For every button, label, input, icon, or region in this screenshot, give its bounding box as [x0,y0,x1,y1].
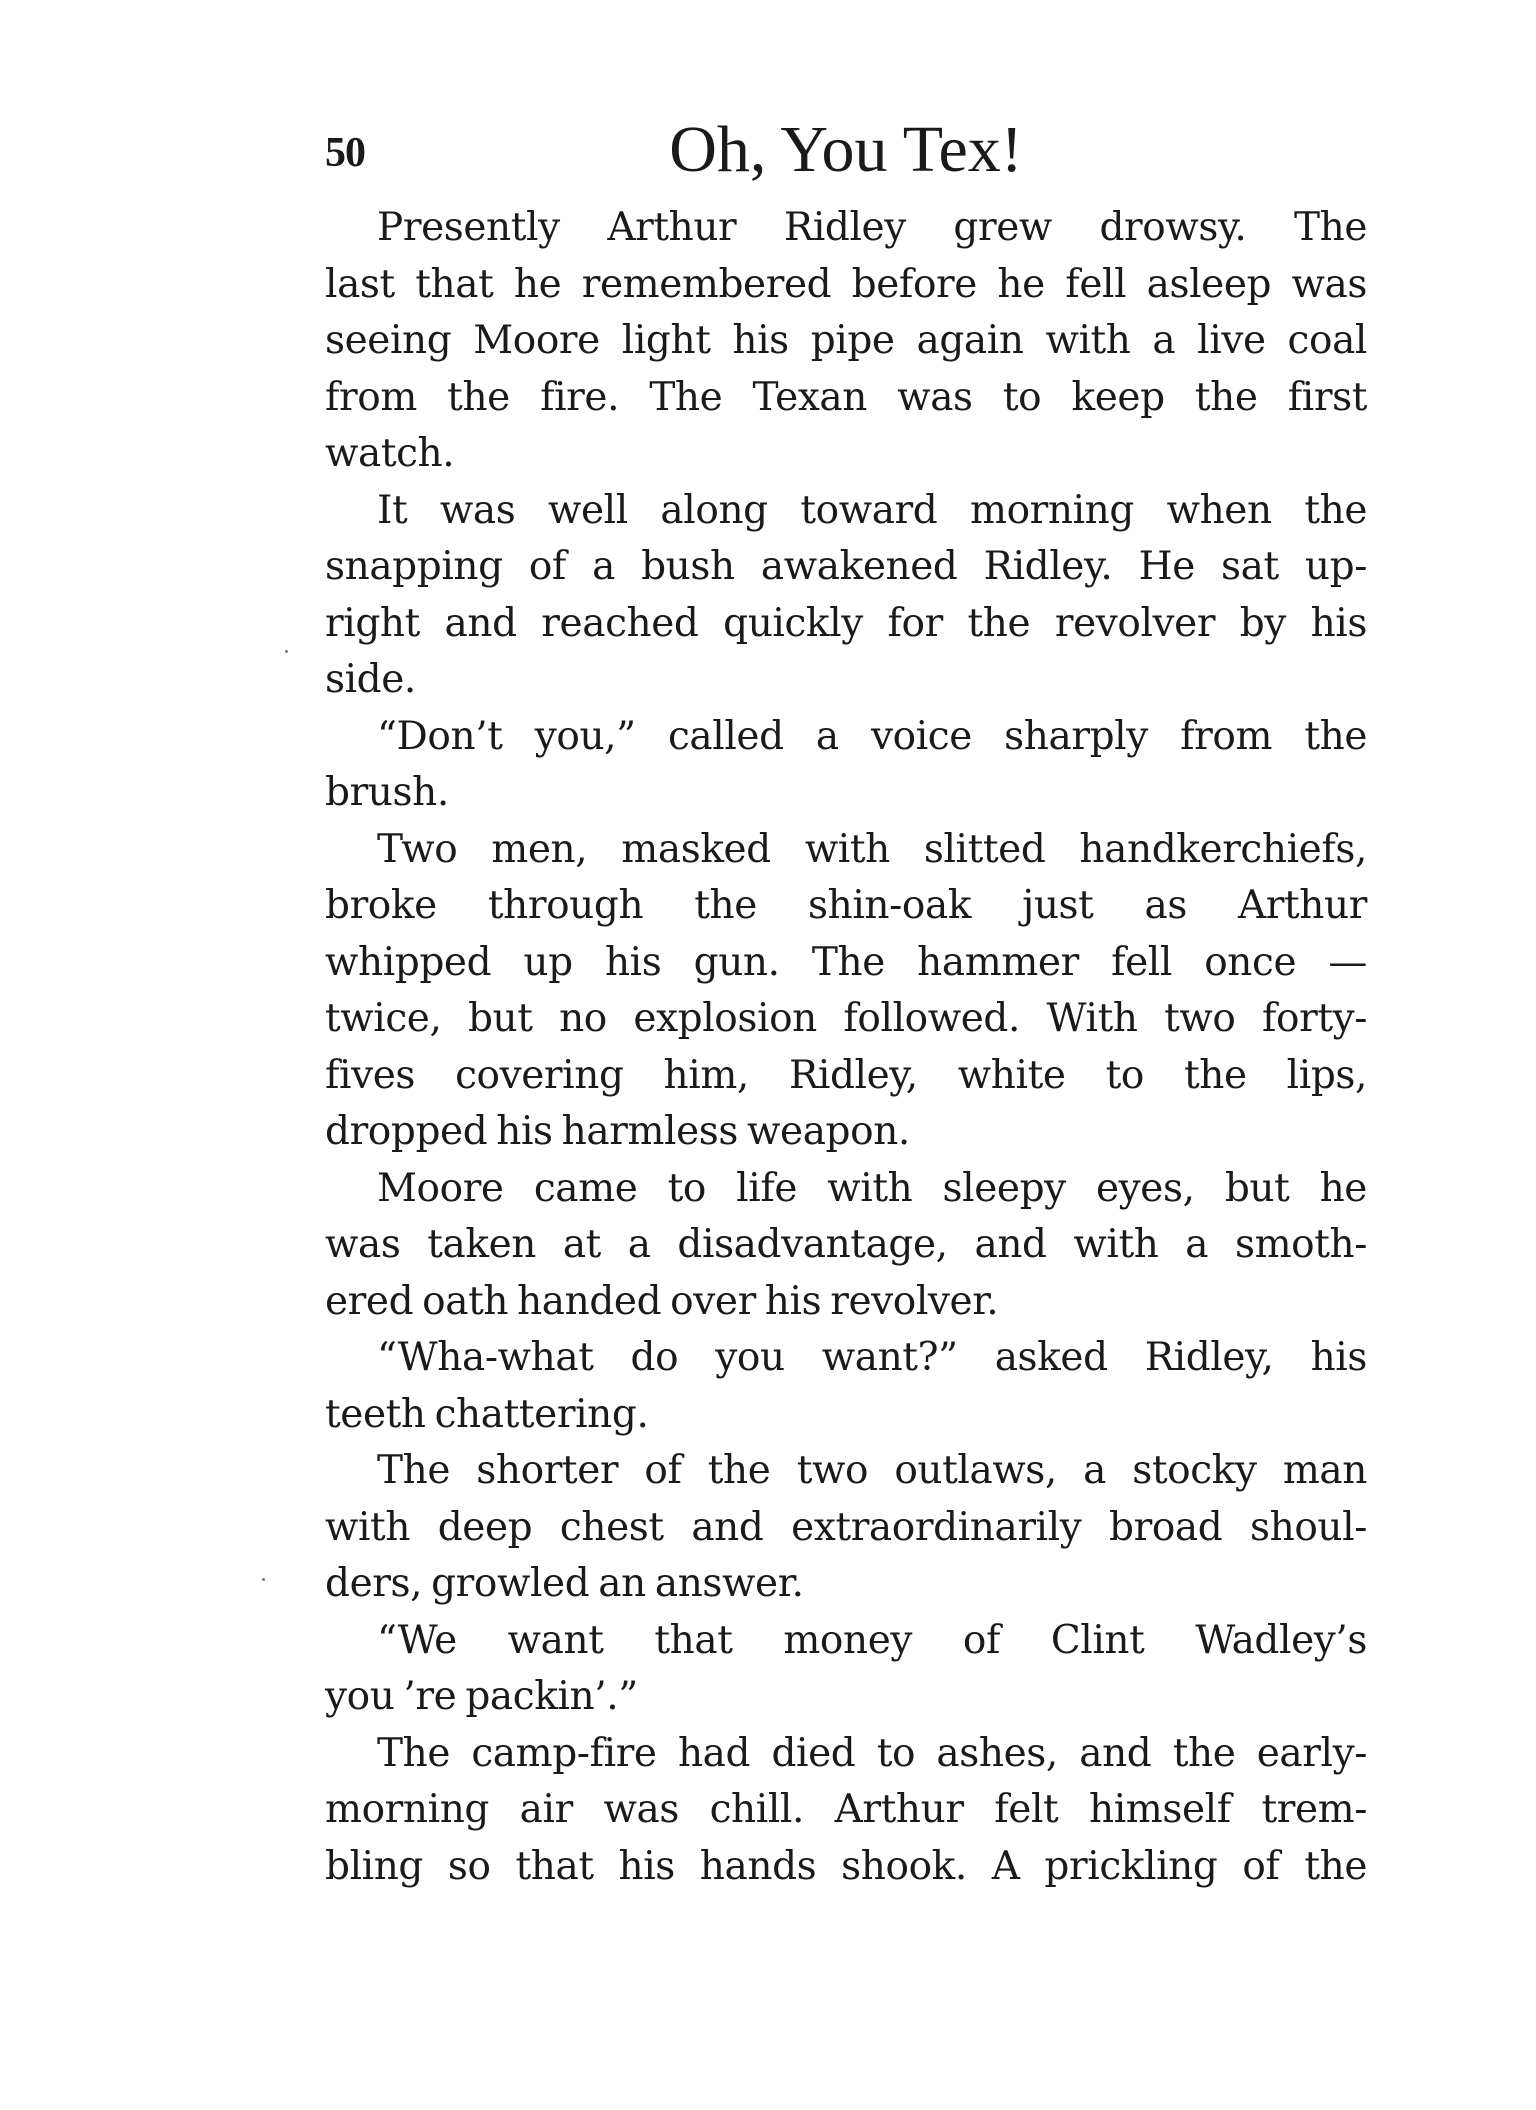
paragraph [325,1161,1367,1331]
scan-speck [285,650,288,653]
text-line: whipped up his gun. The hammer fell once — [325,939,1367,985]
text-line: brush. [325,770,449,815]
text-line: from the fire. The Texan was to keep the first [325,374,1367,420]
scan-speck [262,1578,265,1581]
text-line: Moore came to life with sleepy eyes, but he [377,1165,1367,1211]
text-line: with deep chest and extraordinarily broad shoul- [325,1504,1367,1550]
text-line: right and reached quickly for the revolver by his [325,600,1367,646]
paragraph [325,1443,1367,1613]
paragraph [325,200,1367,483]
text-line: Presently Arthur Ridley grew drowsy. The [377,205,1367,250]
paragraph [325,1330,1367,1443]
text-line: “Don’t you,” called a voice sharply from the [377,713,1367,759]
text-line: “We want that money of Clint Wadley’s [377,1617,1367,1663]
text-line: ered oath handed over his revolver. [325,1278,999,1324]
text-line: bling so that his hands shook. A prickling of the [325,1843,1367,1889]
text-line: It was well along toward morning when the [377,487,1367,533]
text-line: “Wha-what do you want?” asked Ridley, his [377,1335,1367,1380]
text-line: dropped his harmless weapon. [325,1109,910,1154]
text-line: you ’re packin’.” [325,1674,638,1719]
paragraph [325,1726,1367,1896]
text-line: seeing Moore light his pipe again with a live coal [325,318,1367,363]
text-line: ders, growled an answer. [325,1561,804,1606]
text-line: side. [325,657,416,702]
body-text [325,200,1367,1895]
text-line: The camp-fire had died to ashes, and the early- [377,1730,1367,1776]
text-line: The shorter of the two outlaws, a stocky man [377,1448,1367,1493]
book-title: Oh, You Tex! [669,113,1023,186]
text-line: teeth chattering. [325,1391,649,1437]
text-line: snapping of a bush awakened Ridley. He sat up- [325,544,1367,589]
paragraph [325,1613,1367,1726]
text-line: morning air was chill. Arthur felt himself trem- [325,1787,1367,1832]
paragraph [325,822,1367,1161]
text-line: was taken at a disadvantage, and with a smoth- [325,1222,1367,1267]
paragraph [325,709,1367,822]
text-line: Two men, masked with slitted handkerchiefs, [377,826,1367,872]
text-line: last that he remembered before he fell asleep was [325,261,1367,307]
text-line: fives covering him, Ridley, white to the lips, [325,1052,1367,1098]
text-line: twice, but no explosion followed. With two forty- [325,996,1367,1041]
paragraph [325,483,1367,709]
text-line: watch. [325,431,455,476]
text-line: broke through the shin-oak just as Arthur [325,883,1367,928]
running-head [325,105,1367,195]
page-number: 50 [325,130,365,176]
